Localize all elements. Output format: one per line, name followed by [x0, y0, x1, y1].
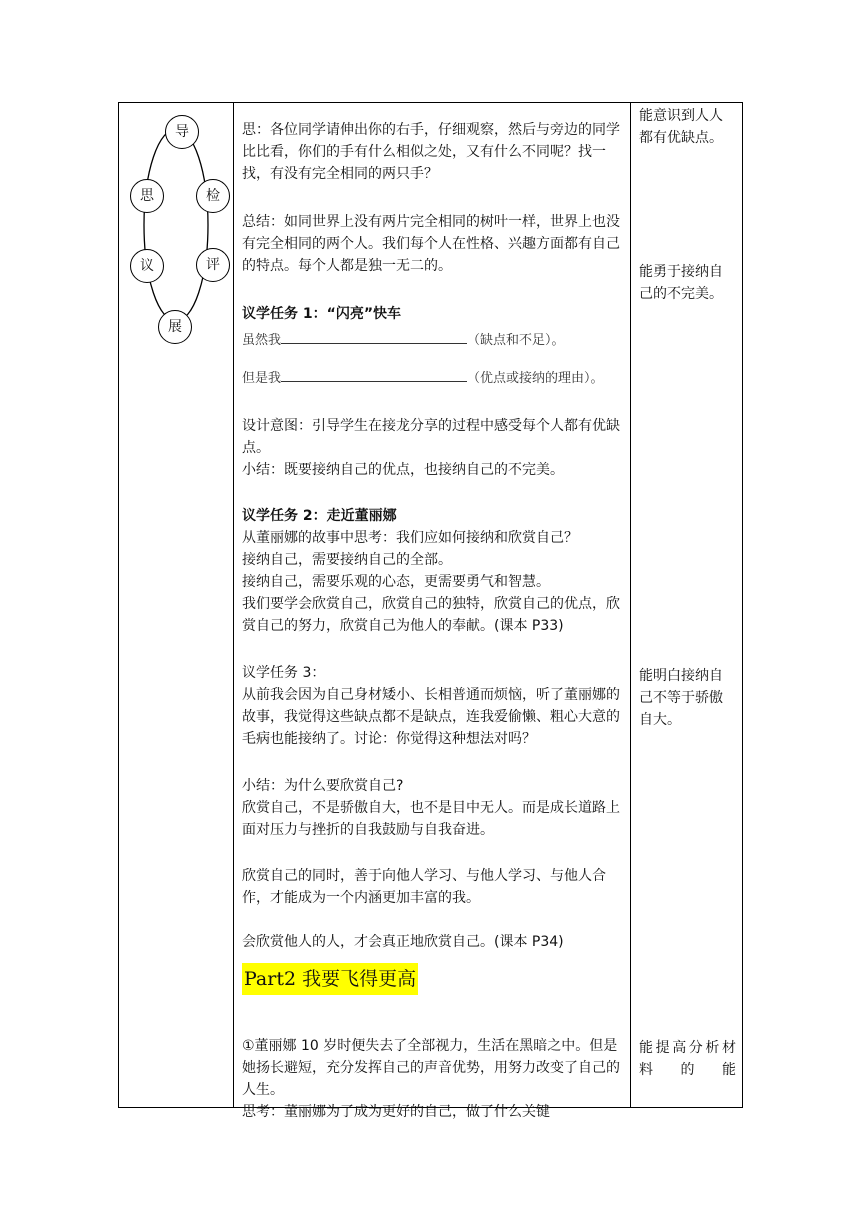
task3-body: 从前我会因为自己身材矮小、长相普通而烦恼，听了董丽娜的故事，我觉得这些缺点都不是缺点，连我爱偷懒、粗心大意的毛病也能接纳了。讨论：你觉得这种想法对吗？: [242, 687, 620, 747]
part2-heading: Part2 我要飞得更高: [242, 963, 418, 995]
fill1-blank: [281, 329, 467, 344]
lesson-table: [118, 102, 743, 1120]
flow-node-discuss: 议: [130, 249, 164, 283]
flow-node-show: 展: [158, 310, 192, 344]
story-text: ①董丽娜 10 岁时便失去了全部视力，生活在黑暗之中。但是她扬长避短，充分发挥自己的声音优势，用努力改变了自己的人生。: [242, 1038, 620, 1098]
task2-answer-2: 接纳自己，需要乐观的心态，更需要勇气和智慧。: [242, 574, 550, 590]
intro-think-text: 思：各位同学请伸出你的右手，仔细观察，然后与旁边的同学比比看，你们的手有什么相似之处，又有什么不同呢？找一找，有没有完全相同的两只手？: [242, 122, 620, 182]
task3-title: 议学任务 3：: [242, 665, 326, 681]
fill1-suffix: （缺点和不足）。: [467, 333, 565, 348]
summary3-question: 小结：为什么要欣赏自己?: [242, 778, 404, 794]
summary-text: 总结：如同世界上没有两片完全相同的树叶一样，世界上也没有完全相同的两个人。我们每个人在性格、兴趣方面都有自己的特点。每个人都是独一无二的。: [242, 214, 620, 274]
task1-title: 议学任务 1：“闪亮”快车: [242, 306, 402, 322]
flow-node-think: 思: [130, 179, 164, 213]
part2-heading-wrap: [242, 963, 623, 995]
goal-1: 能意识到人人都有优缺点。: [639, 108, 723, 146]
task2-question: 从董丽娜的故事中思考：我们应如何接纳和欣赏自己？: [242, 530, 578, 546]
task2-answer-1: 接纳自己，需要接纳自己的全部。: [242, 552, 452, 568]
goal-3: 能明白接纳自己不等于骄傲自大。: [639, 668, 723, 728]
fill1-prefix: 虽然我: [242, 333, 282, 348]
fill2-blank: [281, 367, 467, 382]
goal-4: 能提高分析材料的能: [639, 1040, 736, 1078]
fill-line-2: [242, 367, 623, 390]
flow-node-guide: 导: [165, 115, 199, 149]
fill2-suffix: （优点或接纳的理由）。: [467, 371, 604, 386]
appreciate2-text: 会欣赏他人的人，才会真正地欣赏自己。(课本 P34): [242, 934, 564, 950]
flow-node-review: 评: [196, 248, 230, 282]
summary2-text: 小结：既要接纳自己的优点，也接纳自己的不完美。: [242, 462, 564, 478]
task2-title: 议学任务 2：走近董丽娜: [242, 508, 397, 524]
goal-2: 能勇于接纳自己的不完美。: [639, 264, 723, 302]
summary3-answer: 欣赏自己，不是骄傲自大，也不是目中无人。而是成长道路上面对压力与挫折的自我鼓励与自我奋进。: [242, 800, 620, 838]
appreciate-text: 欣赏自己的同时，善于向他人学习、与他人学习、与他人合作，才能成为一个内涵更加丰富的我。: [242, 868, 606, 906]
fill2-prefix: 但是我: [242, 371, 282, 386]
flow-diagram-column: [119, 103, 233, 1107]
learning-goals-column: [631, 103, 742, 1107]
flow-node-check: 检: [196, 179, 230, 213]
teaching-content-column: [234, 103, 630, 1120]
task2-answer-3: 我们要学会欣赏自己，欣赏自己的独特，欣赏自己的优点，欣赏自己的努力，欣赏自己为他人的奉献。(课本 P33): [242, 596, 620, 634]
fill-line-1: [242, 329, 623, 352]
think2-text: 思考：董丽娜为了成为更好的自己，做了什么关键: [242, 1104, 550, 1120]
design-intent-text: 设计意图：引导学生在接龙分享的过程中感受每个人都有优缺点。: [242, 418, 620, 456]
